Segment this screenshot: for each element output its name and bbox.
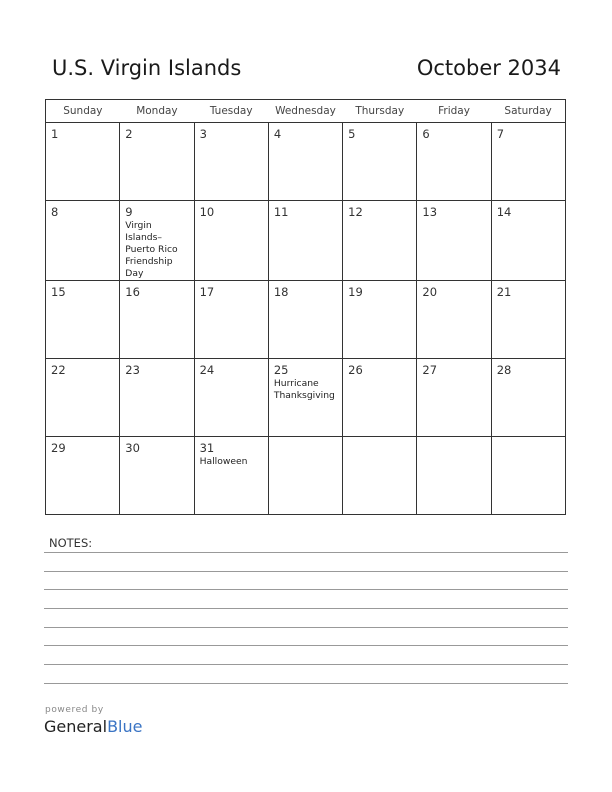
day-number: 3 (199, 127, 207, 141)
day-number: 6 (422, 127, 430, 141)
day-number: 26 (348, 363, 363, 377)
note-line (44, 608, 568, 609)
day-cell (268, 201, 342, 281)
week-row (46, 437, 566, 515)
note-line (44, 552, 568, 553)
day-number: 12 (348, 205, 363, 219)
day-number: 27 (422, 363, 438, 377)
day-cell (417, 281, 491, 359)
day-number: 7 (496, 127, 505, 141)
day-number: 2 (125, 127, 133, 141)
weekday-header-row (46, 100, 566, 123)
day-number: 15 (51, 285, 66, 299)
day-cell (46, 281, 120, 359)
note-line (44, 683, 568, 684)
day-number: 1 (51, 127, 59, 141)
day-cell (417, 123, 491, 201)
notes-label: NOTES: (49, 536, 93, 550)
day-number: 19 (348, 285, 363, 299)
day-cell (46, 123, 120, 201)
weekday-saturday: Saturday (491, 100, 565, 123)
powered-by-text: powered by (45, 705, 104, 715)
week-row (46, 359, 566, 437)
week-row (46, 281, 566, 359)
day-cell (491, 359, 565, 437)
weekday-tuesday: Tuesday (194, 100, 268, 123)
day-cell (268, 359, 342, 437)
weekday-thursday: Thursday (343, 100, 417, 123)
day-cell (120, 437, 194, 515)
day-number: 13 (422, 205, 438, 219)
day-number: 14 (496, 205, 512, 219)
day-number: 30 (125, 441, 140, 455)
day-cell (194, 437, 268, 515)
note-line (44, 571, 568, 572)
note-line (44, 645, 568, 646)
calendar-grid (45, 99, 566, 515)
note-line (44, 664, 568, 665)
day-number: 10 (199, 205, 215, 219)
day-cell (194, 123, 268, 201)
day-cell (343, 281, 417, 359)
holiday-event: Hurricane Thanksgiving (273, 378, 335, 401)
holiday-event: Virgin Islands–Puerto Rico Friendship Day (125, 220, 178, 279)
day-number: 18 (273, 285, 289, 299)
day-cell (268, 437, 342, 515)
day-number: 4 (273, 127, 282, 141)
day-cell (194, 359, 268, 437)
day-cell (268, 123, 342, 201)
day-cell (120, 281, 194, 359)
day-cell (343, 359, 417, 437)
note-line (44, 589, 568, 590)
weekday-sunday: Sunday (46, 100, 120, 123)
day-number: 9 (125, 205, 133, 219)
brand-blue: Blue (107, 717, 143, 736)
day-cell (417, 359, 491, 437)
brand-logo (44, 717, 142, 736)
day-cell (417, 201, 491, 281)
day-cell (343, 123, 417, 201)
day-number: 24 (199, 363, 215, 377)
weekday-wednesday: Wednesday (268, 100, 342, 123)
day-cell (46, 359, 120, 437)
day-number: 28 (496, 363, 512, 377)
day-number: 25 (273, 363, 289, 377)
day-cell (491, 281, 565, 359)
day-number: 8 (51, 205, 59, 219)
day-cell (343, 437, 417, 515)
day-cell (417, 437, 491, 515)
day-cell (194, 281, 268, 359)
day-cell (120, 123, 194, 201)
note-line (44, 627, 568, 628)
day-number: 23 (125, 363, 140, 377)
day-cell (120, 201, 194, 281)
day-number: 11 (273, 205, 289, 219)
holiday-event: Halloween (199, 456, 248, 467)
day-cell (46, 437, 120, 515)
day-number: 5 (348, 127, 356, 141)
month-title: October 2034 (416, 56, 561, 80)
day-cell (343, 201, 417, 281)
day-cell (491, 201, 565, 281)
day-cell (491, 123, 565, 201)
day-cell (194, 201, 268, 281)
day-number: 22 (51, 363, 66, 377)
day-number: 20 (422, 285, 438, 299)
day-number: 29 (51, 441, 66, 455)
week-row (46, 201, 566, 281)
week-row (46, 123, 566, 201)
day-cell (120, 359, 194, 437)
weekday-friday: Friday (417, 100, 491, 123)
weekday-monday: Monday (120, 100, 194, 123)
brand-general: General (44, 717, 108, 736)
day-number: 17 (199, 285, 215, 299)
day-number: 21 (496, 285, 512, 299)
day-number: 16 (125, 285, 140, 299)
day-cell (268, 281, 342, 359)
day-cell (46, 201, 120, 281)
day-cell (491, 437, 565, 515)
day-number: 31 (199, 441, 215, 455)
region-title: U.S. Virgin Islands (52, 56, 242, 80)
